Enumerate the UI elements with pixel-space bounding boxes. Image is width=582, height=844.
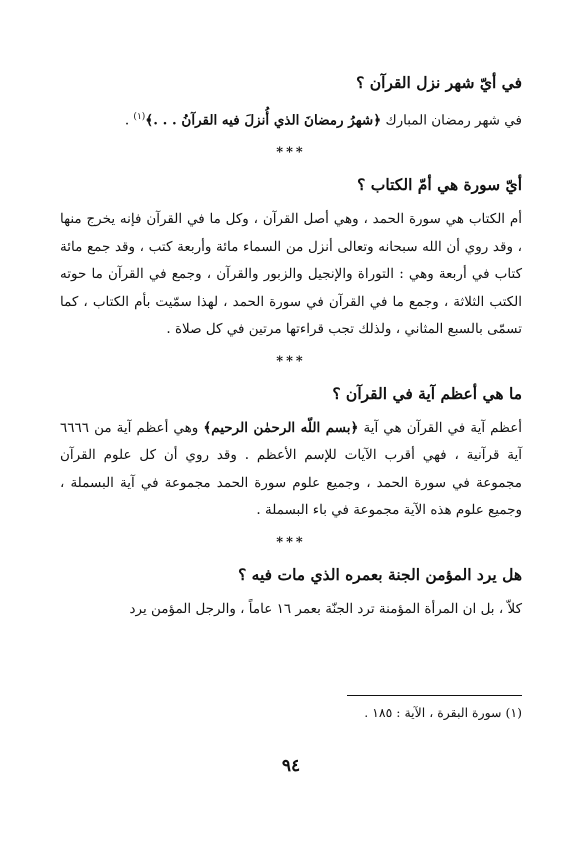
page-body [60,70,522,623]
page-number: ٩٤ [281,756,301,776]
section-3-question: ما هي أعظم آية في القرآن ؟ [332,383,522,403]
section-1-question: في أيّ شهر نزل القرآن ؟ [356,73,522,92]
footnote-marker: (١) [133,112,146,122]
section-2-answer: أم الكتاب هي سورة الحمد ، وهي أصل القرآن ، وكل ما في القرآن فإنه يخرج منها ، وقد روي أن الله سبحانه وتعالى أنزل من السماء مائة وأربعة كتب ، وقد جمع مائة كتاب في أربعة وهي : التوراة والإنجيل والزبور والقرآن ، وجمع في القرآن ما حوته الكتب الثلاثة ، وجمع ما في القرآن في سورة الحمد ، لهذا سمّيت بأم الكتاب ، كما تسمّى بالسبع المثاني ، ولذلك تجب قراءتها مرتين في كل صلاة . [60,211,522,337]
footnote-divider [347,695,522,696]
section-3-answer-rest: وهي أعظم آية من ٦٦٦٦ آية قرآنية ، فهي أقرب الآيات للإسم الأعظم . وقد روي أن كل علوم القرآن مجموعة في سورة الحمد ، وجميع علوم سورة الحمد مجموعة في آية البسملة ، وجميع علوم هذه الآية مجموعة في باء البسملة . [60,419,522,518]
section-1-answer [60,104,522,135]
section-1-quran-quote: ﴿شهرُ رمضانَ الذي أُنزلَ فيه القرآنُ . . .﴾ [145,112,382,129]
section-1-answer-end: . [124,112,134,129]
section-3-answer-text: أعظم آية في القرآن هي آية [358,419,522,436]
section-3-answer [60,415,522,525]
section-4-answer: كلاّ ، بل ان المرأة المؤمنة ترد الجنّة بعمر ١٦ عاماً ، والرجل المؤمن يرد [129,600,522,617]
footnote: (١) سورة البقرة ، الآية : ١٨٥ . [364,705,522,720]
section-3-quran-quote: ﴿بسم اللّه الرحمٰن الرحيم﴾ [203,419,359,436]
separator-2: *** [276,353,306,369]
section-1-answer-text: في شهر رمضان المبارك [385,112,522,129]
section-2-question: أيّ سورة هي أمّ الكتاب ؟ [357,175,522,194]
separator-3: *** [276,534,306,550]
separator-1: *** [276,145,306,160]
section-4-question: هل يرد المؤمن الجنة بعمره الذي مات فيه ؟ [238,564,522,584]
